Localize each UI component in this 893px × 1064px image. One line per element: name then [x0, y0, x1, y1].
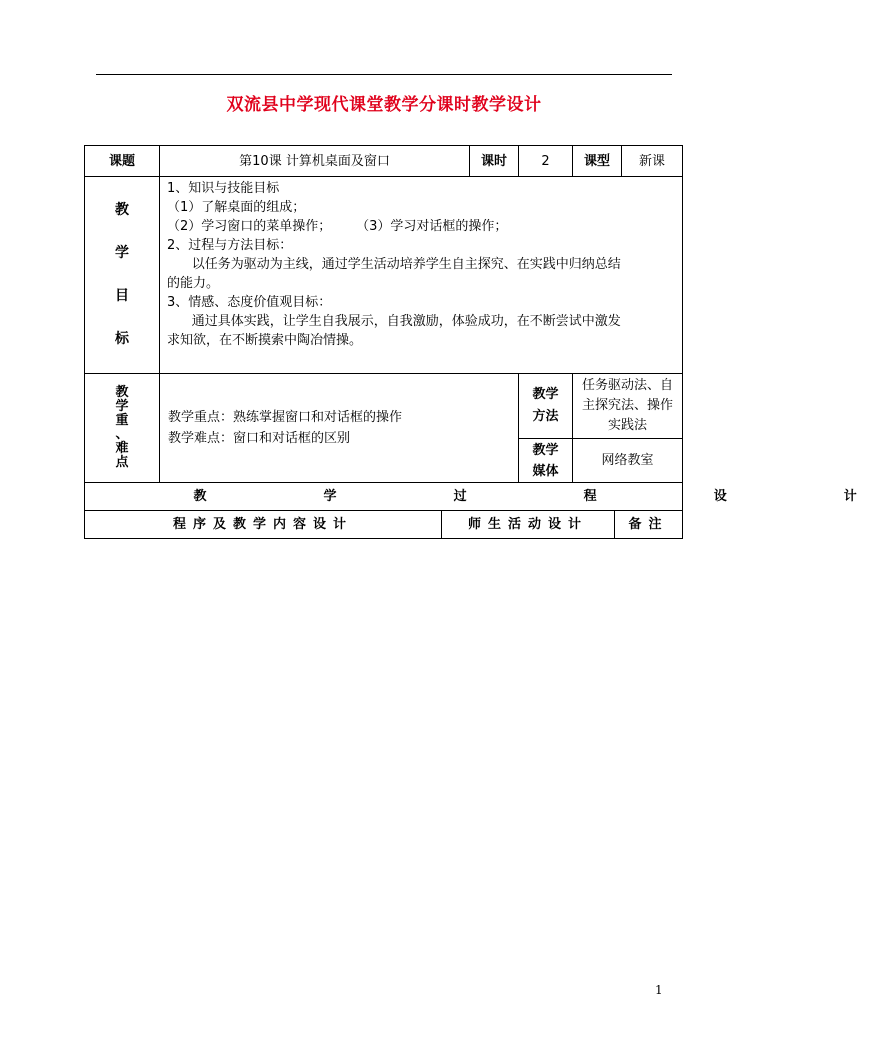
media-label-line: 教学 — [532, 442, 559, 458]
goals-line: 以任务为驱动为主线，通过学生活动培养学生自主探究、在实践中归纳总结 — [167, 257, 621, 272]
media-label-cell — [518, 438, 573, 483]
goals-label-char: 目 — [115, 288, 129, 304]
process-title — [193, 488, 893, 505]
topic-value-cell — [159, 145, 470, 177]
procedure-header: 程序及教学内容设计 — [172, 517, 353, 532]
keypoints-label-char: 重 — [115, 413, 129, 428]
teaching-difficulty: 教学难点：窗口和对话框的区别 — [168, 431, 351, 446]
goals-line: 的能力。 — [167, 276, 220, 291]
method-value: 任务驱动法、自主探究法、操作实践法 — [581, 378, 673, 433]
goals-content-cell — [159, 176, 683, 374]
process-title-cell — [84, 482, 893, 511]
keypoints-label-char: 点 — [115, 455, 129, 470]
topic-label: 课题 — [108, 153, 135, 169]
notes-header-cell — [614, 510, 683, 539]
topic-label-cell — [84, 145, 160, 177]
type-value: 新课 — [638, 153, 665, 169]
hours-value: 2 — [541, 153, 550, 169]
topic-value: 第10课 计算机桌面及窗口 — [239, 153, 390, 169]
goals-line: （2）学习窗口的菜单操作； （3）学习对话框的操作； — [167, 219, 508, 234]
goals-line: 2、过程与方法目标： — [167, 238, 293, 253]
media-label-line: 媒体 — [532, 463, 559, 479]
keypoints-label-char: 难 — [115, 441, 129, 456]
goals-line: 求知欲，在不断摸索中陶冶情操。 — [167, 333, 363, 348]
hours-label: 课时 — [480, 153, 507, 169]
goals-label-char: 教 — [115, 202, 129, 218]
hours-value-cell — [518, 145, 573, 177]
keypoints-content-cell — [159, 373, 519, 483]
goals-line: 3、情感、态度价值观目标： — [167, 295, 332, 310]
media-value: 网络教室 — [601, 453, 654, 468]
process-title-text: 教 学 过 程 设 计 — [193, 489, 893, 504]
goals-line: 1、知识与技能目标 — [167, 181, 280, 196]
goals-line: 通过具体实践，让学生自我展示，自我激励，体验成功，在不断尝试中激发 — [167, 314, 621, 329]
type-label: 课型 — [583, 153, 610, 169]
procedure-header-cell — [84, 510, 442, 539]
keypoints-label-char: 、 — [115, 427, 129, 442]
notes-header: 备注 — [628, 517, 669, 532]
type-label-cell — [572, 145, 622, 177]
header-rule — [96, 74, 672, 75]
goals-label-char: 学 — [115, 245, 129, 261]
method-label-line: 教学 — [532, 387, 559, 402]
method-value-cell — [572, 373, 683, 439]
method-label-cell — [518, 373, 573, 439]
teaching-focus: 教学重点：熟练掌握窗口和对话框的操作 — [168, 410, 403, 425]
keypoints-label-char: 学 — [115, 399, 129, 414]
activity-header-cell — [441, 510, 615, 539]
goals-label-char: 标 — [115, 331, 129, 347]
type-value-cell — [621, 145, 683, 177]
hours-label-cell — [469, 145, 519, 177]
media-value-cell — [572, 438, 683, 483]
goals-line: （1）了解桌面的组成； — [167, 200, 306, 215]
keypoints-label-cell — [84, 373, 160, 483]
document-title: 双流县中学现代课堂教学分课时教学设计 — [226, 95, 542, 115]
page-number: 1 — [655, 983, 663, 997]
keypoints-label-char: 教 — [115, 385, 129, 400]
goals-label-cell — [84, 176, 160, 374]
activity-header: 师生活动设计 — [467, 517, 588, 532]
method-label-line: 方法 — [532, 409, 559, 424]
